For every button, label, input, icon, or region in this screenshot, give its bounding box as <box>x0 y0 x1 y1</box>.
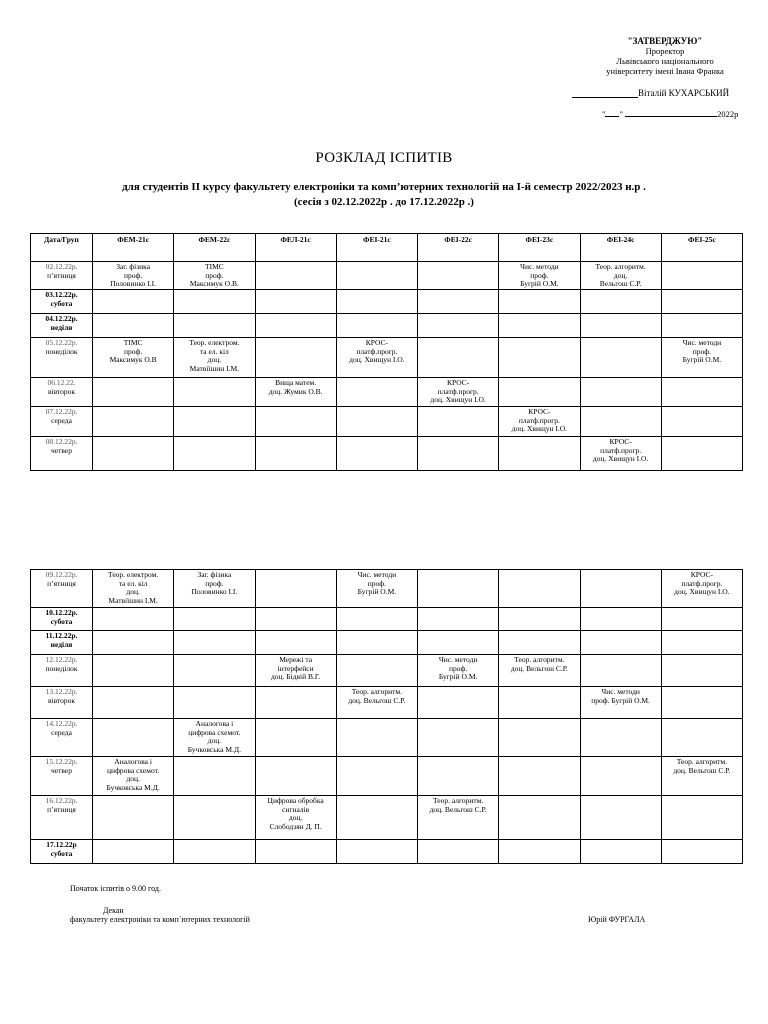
exam-cell <box>661 687 742 719</box>
approval-position: Проректор <box>645 46 685 56</box>
exam-cell <box>661 407 742 437</box>
exam-cell <box>174 655 255 687</box>
exam-cell <box>418 290 499 314</box>
exam-cell <box>255 608 336 631</box>
exam-cell: Аналогова і цифрова схемот. доц. Бучковська М.Д. <box>93 757 174 796</box>
exam-cell <box>93 631 174 655</box>
exam-cell: Цифрова обробка сигналів доц. Слободзян Д. П. <box>255 796 336 840</box>
exam-cell <box>93 290 174 314</box>
signer-name: Віталій КУХАРСЬКИЙ <box>638 88 730 98</box>
exam-cell: Чис. методи проф. Бугрій О.М. <box>336 570 417 608</box>
exam-cell <box>580 314 661 338</box>
exam-cell <box>174 314 255 338</box>
month-line <box>625 108 717 117</box>
exam-cell <box>499 757 580 796</box>
date-cell <box>31 631 93 655</box>
exam-cell <box>93 608 174 631</box>
exam-cell <box>499 687 580 719</box>
day-name: вівторок <box>47 386 76 396</box>
exam-cell <box>661 608 742 631</box>
exam-cell <box>336 262 417 290</box>
exam-cell <box>174 407 255 437</box>
exam-cell <box>174 687 255 719</box>
exam-cell: Заг. фізика проф. Половинко І.І. <box>174 570 255 608</box>
exam-cell: ТІМС проф. Максимук О.В. <box>174 262 255 290</box>
exam-cell: КРОС- платф.прогр. доц. Хвищун І.О. <box>580 437 661 471</box>
exam-cell <box>93 796 174 840</box>
exam-cell: КРОС- платф.прогр. доц. Хвищун І.О. <box>499 407 580 437</box>
approval-university-line1: Львівського національного <box>616 56 714 66</box>
exam-cell <box>336 840 417 864</box>
date-cell <box>31 437 93 471</box>
exam-cell <box>661 262 742 290</box>
exam-cell <box>336 314 417 338</box>
date-cell <box>31 608 93 631</box>
exam-cell <box>255 407 336 437</box>
exam-cell <box>580 757 661 796</box>
day-name: четвер <box>51 765 72 775</box>
date-value: 07.12.22р. <box>45 407 78 416</box>
exam-cell <box>174 378 255 407</box>
header-group-4: ФЕІ-21с <box>336 234 417 262</box>
schedule-table-2 <box>30 569 743 864</box>
exam-cell <box>255 757 336 796</box>
exam-cell <box>174 757 255 796</box>
exam-cell <box>418 570 499 608</box>
exam-cell <box>336 378 417 407</box>
schedule-table-1 <box>30 233 743 471</box>
date-value: 05.12.22р. <box>45 338 78 347</box>
exam-cell <box>499 840 580 864</box>
exam-cell <box>418 338 499 378</box>
exam-cell <box>499 290 580 314</box>
exam-cell <box>93 407 174 437</box>
day-name: понеділок <box>45 663 78 673</box>
date-cell <box>31 570 93 608</box>
exam-cell <box>418 407 499 437</box>
date-cell <box>31 796 93 840</box>
header-row <box>31 234 743 262</box>
signature-line <box>572 88 638 98</box>
exam-cell: Чис. методи проф. Бугрій О.М. <box>499 262 580 290</box>
day-name: середа <box>51 727 72 737</box>
exam-cell <box>418 840 499 864</box>
exam-cell <box>661 631 742 655</box>
exam-cell: Теор. алгоритм. доц. Вельгош С.Р. <box>418 796 499 840</box>
table-row <box>31 570 743 608</box>
exam-cell <box>174 631 255 655</box>
page-title: РОЗКЛАД ІСПИТІВ <box>315 150 453 166</box>
approval-heading: "ЗАТВЕРДЖУЮ" <box>627 36 703 46</box>
header-group-8: ФЕІ-25с <box>661 234 742 262</box>
table-row <box>31 631 743 655</box>
table-row <box>31 378 743 407</box>
exam-start-note: Початок іспитів о 9.00 год. <box>70 884 161 893</box>
exam-cell <box>255 840 336 864</box>
exam-cell <box>418 262 499 290</box>
exam-cell <box>580 840 661 864</box>
exam-cell: Теор. алгоритм. доц. Вельгош С.Р. <box>661 757 742 796</box>
day-name: п’ятниця <box>47 578 76 588</box>
exam-cell <box>661 290 742 314</box>
approval-signature <box>572 88 742 98</box>
date-value: 16.12.22р. <box>45 796 78 805</box>
header-group-3: ФЕЛ-21с <box>255 234 336 262</box>
table-row <box>31 655 743 687</box>
table-row <box>31 262 743 290</box>
exam-cell <box>174 796 255 840</box>
exam-cell <box>661 655 742 687</box>
exam-cell: Чис. методи проф. Бугрій О.М. <box>661 338 742 378</box>
exam-cell: Чис. методи проф. Бугрій О.М. <box>580 687 661 719</box>
exam-cell <box>418 719 499 757</box>
day-name: неділя <box>50 639 73 649</box>
exam-cell <box>93 840 174 864</box>
exam-cell <box>255 437 336 471</box>
day-name: п’ятниця <box>47 804 76 814</box>
table-row <box>31 338 743 378</box>
exam-cell <box>255 314 336 338</box>
exam-cell <box>418 631 499 655</box>
exam-cell <box>418 757 499 796</box>
date-cell <box>31 378 93 407</box>
table-row <box>31 314 743 338</box>
date-value: 10.12.22р. <box>45 608 78 617</box>
day-name: субота <box>50 616 73 626</box>
table-row <box>31 290 743 314</box>
exam-cell <box>336 796 417 840</box>
exam-cell: Теор. електром. та ел. кіл доц. Матвіїшин І.М. <box>93 570 174 608</box>
dean-label: Декан <box>103 906 124 915</box>
date-cell <box>31 840 93 864</box>
exam-cell: КРОС- платф.прогр. доц. Хвищун І.О. <box>418 378 499 407</box>
exam-cell <box>418 314 499 338</box>
exam-cell: Теор. алгоритм. доц. Вельгош С.Р. <box>336 687 417 719</box>
exam-cell <box>580 290 661 314</box>
exam-cell <box>336 407 417 437</box>
exam-cell <box>336 631 417 655</box>
exam-cell <box>499 378 580 407</box>
date-value: 12.12.22р. <box>45 655 78 664</box>
exam-cell <box>661 378 742 407</box>
exam-cell <box>336 608 417 631</box>
exam-cell <box>93 687 174 719</box>
exam-cell: Мережі та інтерфейси доц. Бідвій В.Г. <box>255 655 336 687</box>
date-quote-open: " <box>602 109 606 119</box>
exam-cell <box>93 437 174 471</box>
table-row <box>31 608 743 631</box>
exam-cell <box>499 608 580 631</box>
date-year: 2022р <box>717 109 739 119</box>
day-name: субота <box>50 848 73 858</box>
day-line <box>605 108 619 117</box>
day-name: середа <box>51 415 72 425</box>
approval-date <box>602 108 752 119</box>
exam-cell <box>255 262 336 290</box>
exam-cell <box>93 378 174 407</box>
exam-cell <box>661 437 742 471</box>
exam-cell <box>661 719 742 757</box>
day-name: субота <box>50 298 73 308</box>
date-value: 15.12.22р. <box>45 757 78 766</box>
exam-cell <box>418 437 499 471</box>
header-group-5: ФЕІ-22с <box>418 234 499 262</box>
exam-cell <box>336 655 417 687</box>
exam-cell <box>174 840 255 864</box>
exam-cell <box>580 407 661 437</box>
day-name: четвер <box>51 445 72 455</box>
dean-name: Юрій ФУРГАЛА <box>588 915 646 924</box>
exam-cell: ТІМС проф. Максимук О.В <box>93 338 174 378</box>
approval-university-line2: університету імені Івана Франка <box>606 66 724 76</box>
exam-cell: Теор. алгоритм. доц. Вельгош С.Р. <box>499 655 580 687</box>
exam-cell <box>255 719 336 757</box>
exam-cell <box>580 719 661 757</box>
exam-cell: Заг. фізика проф. Половинко І.І. <box>93 262 174 290</box>
table-row <box>31 437 743 471</box>
exam-cell <box>336 290 417 314</box>
exam-cell <box>499 314 580 338</box>
exam-cell <box>174 437 255 471</box>
exam-cell <box>93 314 174 338</box>
exam-cell <box>174 290 255 314</box>
date-cell <box>31 262 93 290</box>
exam-cell <box>661 314 742 338</box>
date-value: 13.12.22р. <box>45 687 78 696</box>
date-value: 04.12.22р. <box>45 314 78 323</box>
day-name: вівторок <box>47 695 76 705</box>
date-cell <box>31 719 93 757</box>
exam-cell <box>336 719 417 757</box>
header-date-group: Дата/Груп <box>31 234 93 262</box>
faculty-name: факультету електроніки та комп`ютерних технологій <box>70 915 250 924</box>
exam-cell <box>499 570 580 608</box>
date-value: 11.12.22р. <box>45 631 78 640</box>
exam-cell <box>661 796 742 840</box>
day-name: п’ятниця <box>47 270 76 280</box>
date-value: 02.12.22р. <box>45 262 78 271</box>
exam-cell: Теор. електром. та ел. кіл доц. Матвіїшин І.М. <box>174 338 255 378</box>
exam-cell <box>418 687 499 719</box>
day-name: неділя <box>50 322 73 332</box>
exam-cell <box>255 687 336 719</box>
exam-cell <box>499 338 580 378</box>
exam-cell <box>255 631 336 655</box>
date-cell <box>31 687 93 719</box>
date-cell <box>31 407 93 437</box>
date-cell <box>31 314 93 338</box>
header-group-2: ФЕМ-22с <box>174 234 255 262</box>
exam-cell: Чис. методи проф. Бугрій О.М. <box>418 655 499 687</box>
date-value: 03.12.22р. <box>45 290 78 299</box>
date-value: 06.12.22. <box>47 378 76 387</box>
header-group-1: ФЕМ-21с <box>93 234 174 262</box>
exam-cell <box>336 437 417 471</box>
date-value: 09.12.22р. <box>45 570 78 579</box>
date-value: 08.12.22р. <box>45 437 78 446</box>
header-group-7: ФЕІ-24с <box>580 234 661 262</box>
session-dates: (сесія з 02.12.2022р . до 17.12.2022р .) <box>294 196 474 208</box>
exam-cell <box>336 757 417 796</box>
exam-cell <box>93 719 174 757</box>
exam-cell <box>174 608 255 631</box>
exam-cell <box>418 608 499 631</box>
exam-cell <box>255 570 336 608</box>
exam-cell: Аналогова і цифрова схемот. доц. Бучковська М.Д. <box>174 719 255 757</box>
exam-cell <box>580 631 661 655</box>
table-row <box>31 687 743 719</box>
exam-cell: Вища матем. доц. Жумик О.В. <box>255 378 336 407</box>
exam-cell <box>580 655 661 687</box>
exam-cell <box>580 796 661 840</box>
exam-cell <box>580 338 661 378</box>
date-cell <box>31 655 93 687</box>
exam-cell <box>499 796 580 840</box>
date-cell <box>31 338 93 378</box>
exam-cell <box>499 719 580 757</box>
exam-cell: КРОС- платф.прогр. доц. Хвищун І.О. <box>661 570 742 608</box>
exam-cell <box>93 655 174 687</box>
approval-block <box>580 36 750 76</box>
date-quote-close: " <box>619 109 623 119</box>
exam-cell <box>499 437 580 471</box>
date-value: 17.12.22р <box>46 840 77 849</box>
date-value: 14.12.22р. <box>45 719 78 728</box>
table-row <box>31 407 743 437</box>
date-cell <box>31 290 93 314</box>
exam-cell <box>580 570 661 608</box>
exam-cell <box>580 608 661 631</box>
table-row <box>31 719 743 757</box>
exam-cell <box>661 840 742 864</box>
exam-cell: Теор. алгоритм. доц. Вельгош С.Р. <box>580 262 661 290</box>
header-group-6: ФЕІ-23с <box>499 234 580 262</box>
exam-cell: КРОС- платф.прогр. доц. Хвищун І.О. <box>336 338 417 378</box>
subtitle: для студентів ІІ курсу факультету електроніки та комп’ютерних технологій на І-й семестр 2022/2023 н.р . <box>122 181 646 193</box>
exam-cell <box>499 631 580 655</box>
date-cell <box>31 757 93 796</box>
table-row <box>31 796 743 840</box>
table-row <box>31 840 743 864</box>
exam-cell <box>255 338 336 378</box>
day-name: понеділок <box>45 346 78 356</box>
table-row <box>31 757 743 796</box>
exam-cell <box>255 290 336 314</box>
exam-cell <box>580 378 661 407</box>
